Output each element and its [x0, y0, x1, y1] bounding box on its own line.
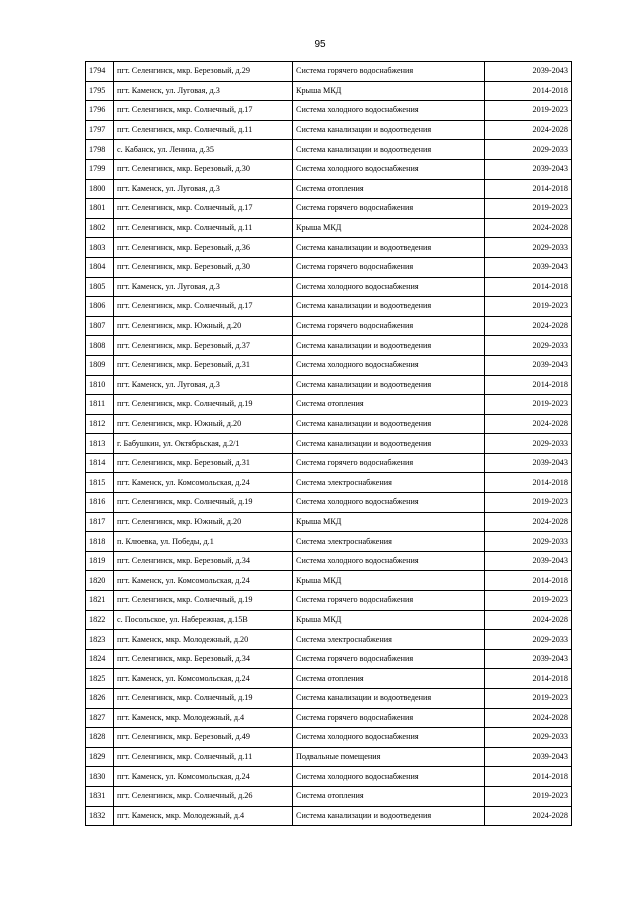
address-cell: пгт. Каменск, мкр. Молодежный, д.4 [114, 806, 293, 826]
row-number-cell: 1815 [86, 473, 114, 493]
period-cell: 2014-2018 [485, 375, 572, 395]
period-cell: 2024-2028 [485, 708, 572, 728]
period-cell: 2014-2018 [485, 767, 572, 787]
address-cell: пгт. Каменск, ул. Комсомольская, д.24 [114, 669, 293, 689]
system-cell: Система холодного водоснабжения [293, 355, 485, 375]
table-row [86, 493, 572, 513]
address-cell: пгт. Селенгинск, мкр. Березовый, д.34 [114, 551, 293, 571]
period-cell: 2014-2018 [485, 473, 572, 493]
table-row [86, 101, 572, 121]
table-row [86, 81, 572, 101]
table-row [86, 434, 572, 454]
system-cell: Система горячего водоснабжения [293, 257, 485, 277]
address-cell: пгт. Селенгинск, мкр. Солнечный, д.19 [114, 591, 293, 611]
row-number-cell: 1824 [86, 649, 114, 669]
table-row [86, 512, 572, 532]
row-number-cell: 1804 [86, 257, 114, 277]
table-row [86, 336, 572, 356]
repair-schedule-table [85, 61, 572, 826]
row-number-cell: 1818 [86, 532, 114, 552]
table-row [86, 140, 572, 160]
table-body [86, 62, 572, 826]
row-number-cell: 1811 [86, 395, 114, 415]
row-number-cell: 1805 [86, 277, 114, 297]
system-cell: Система холодного водоснабжения [293, 159, 485, 179]
period-cell: 2039-2043 [485, 747, 572, 767]
system-cell: Система канализации и водоотведения [293, 297, 485, 317]
row-number-cell: 1797 [86, 120, 114, 140]
period-cell: 2029-2033 [485, 434, 572, 454]
table-row [86, 62, 572, 82]
table-row [86, 728, 572, 748]
table-row [86, 571, 572, 591]
period-cell: 2019-2023 [485, 689, 572, 709]
period-cell: 2024-2028 [485, 512, 572, 532]
system-cell: Система канализации и водоотведения [293, 140, 485, 160]
system-cell: Система горячего водоснабжения [293, 453, 485, 473]
period-cell: 2024-2028 [485, 610, 572, 630]
period-cell: 2029-2033 [485, 238, 572, 258]
table-row [86, 375, 572, 395]
period-cell: 2019-2023 [485, 395, 572, 415]
period-cell: 2014-2018 [485, 81, 572, 101]
table-row [86, 532, 572, 552]
address-cell: пгт. Каменск, ул. Комсомольская, д.24 [114, 571, 293, 591]
address-cell: с. Кабанск, ул. Ленина, д.35 [114, 140, 293, 160]
address-cell: пгт. Каменск, ул. Луговая, д.3 [114, 277, 293, 297]
system-cell: Крыша МКД [293, 81, 485, 101]
address-cell: пгт. Селенгинск, мкр. Березовый, д.49 [114, 728, 293, 748]
system-cell: Система канализации и водоотведения [293, 806, 485, 826]
period-cell: 2019-2023 [485, 786, 572, 806]
table-row [86, 316, 572, 336]
row-number-cell: 1827 [86, 708, 114, 728]
row-number-cell: 1825 [86, 669, 114, 689]
period-cell: 2024-2028 [485, 120, 572, 140]
period-cell: 2019-2023 [485, 297, 572, 317]
row-number-cell: 1795 [86, 81, 114, 101]
system-cell: Система канализации и водоотведения [293, 375, 485, 395]
system-cell: Система электроснабжения [293, 630, 485, 650]
period-cell: 2029-2033 [485, 728, 572, 748]
row-number-cell: 1809 [86, 355, 114, 375]
period-cell: 2029-2033 [485, 630, 572, 650]
table-row [86, 806, 572, 826]
row-number-cell: 1816 [86, 493, 114, 513]
address-cell: пгт. Каменск, мкр. Молодежный, д.20 [114, 630, 293, 650]
address-cell: пгт. Селенгинск, мкр. Березовый, д.37 [114, 336, 293, 356]
row-number-cell: 1800 [86, 179, 114, 199]
address-cell: пгт. Селенгинск, мкр. Солнечный, д.19 [114, 689, 293, 709]
period-cell: 2024-2028 [485, 316, 572, 336]
period-cell: 2039-2043 [485, 62, 572, 82]
address-cell: пгт. Селенгинск, мкр. Березовый, д.29 [114, 62, 293, 82]
row-number-cell: 1802 [86, 218, 114, 238]
table-row [86, 179, 572, 199]
period-cell: 2039-2043 [485, 159, 572, 179]
system-cell: Крыша МКД [293, 512, 485, 532]
system-cell: Система горячего водоснабжения [293, 199, 485, 219]
system-cell: Система электроснабжения [293, 532, 485, 552]
system-cell: Система канализации и водоотведения [293, 238, 485, 258]
table-row [86, 473, 572, 493]
row-number-cell: 1821 [86, 591, 114, 611]
system-cell: Система холодного водоснабжения [293, 767, 485, 787]
row-number-cell: 1819 [86, 551, 114, 571]
period-cell: 2039-2043 [485, 355, 572, 375]
table-row [86, 120, 572, 140]
row-number-cell: 1829 [86, 747, 114, 767]
row-number-cell: 1828 [86, 728, 114, 748]
period-cell: 2019-2023 [485, 199, 572, 219]
row-number-cell: 1801 [86, 199, 114, 219]
period-cell: 2039-2043 [485, 453, 572, 473]
period-cell: 2019-2023 [485, 101, 572, 121]
row-number-cell: 1803 [86, 238, 114, 258]
row-number-cell: 1830 [86, 767, 114, 787]
address-cell: пгт. Селенгинск, мкр. Солнечный, д.17 [114, 199, 293, 219]
address-cell: пгт. Каменск, ул. Луговая, д.3 [114, 179, 293, 199]
table-row [86, 218, 572, 238]
address-cell: пгт. Каменск, ул. Луговая, д.3 [114, 81, 293, 101]
address-cell: с. Посольское, ул. Набережная, д.15В [114, 610, 293, 630]
system-cell: Система горячего водоснабжения [293, 62, 485, 82]
system-cell: Система отопления [293, 669, 485, 689]
system-cell: Система отопления [293, 395, 485, 415]
system-cell: Система холодного водоснабжения [293, 493, 485, 513]
address-cell: пгт. Селенгинск, мкр. Южный, д.20 [114, 316, 293, 336]
system-cell: Система канализации и водоотведения [293, 120, 485, 140]
address-cell: пгт. Селенгинск, мкр. Южный, д.20 [114, 512, 293, 532]
address-cell: пгт. Селенгинск, мкр. Солнечный, д.26 [114, 786, 293, 806]
period-cell: 2024-2028 [485, 806, 572, 826]
table-row [86, 159, 572, 179]
period-cell: 2029-2033 [485, 336, 572, 356]
address-cell: пгт. Селенгинск, мкр. Солнечный, д.11 [114, 120, 293, 140]
row-number-cell: 1814 [86, 453, 114, 473]
system-cell: Система горячего водоснабжения [293, 591, 485, 611]
address-cell: п. Клюевка, ул. Победы, д.1 [114, 532, 293, 552]
table-row [86, 355, 572, 375]
period-cell: 2014-2018 [485, 669, 572, 689]
row-number-cell: 1832 [86, 806, 114, 826]
row-number-cell: 1826 [86, 689, 114, 709]
system-cell: Система холодного водоснабжения [293, 101, 485, 121]
table-row [86, 297, 572, 317]
system-cell: Система канализации и водоотведения [293, 689, 485, 709]
row-number-cell: 1812 [86, 414, 114, 434]
period-cell: 2024-2028 [485, 218, 572, 238]
period-cell: 2024-2028 [485, 414, 572, 434]
system-cell: Крыша МКД [293, 610, 485, 630]
row-number-cell: 1794 [86, 62, 114, 82]
address-cell: пгт. Селенгинск, мкр. Березовый, д.31 [114, 453, 293, 473]
address-cell: пгт. Селенгинск, мкр. Южный, д.20 [114, 414, 293, 434]
period-cell: 2014-2018 [485, 179, 572, 199]
period-cell: 2039-2043 [485, 551, 572, 571]
table-row [86, 395, 572, 415]
table-row [86, 257, 572, 277]
system-cell: Система холодного водоснабжения [293, 728, 485, 748]
table-row [86, 630, 572, 650]
system-cell: Система отопления [293, 786, 485, 806]
row-number-cell: 1820 [86, 571, 114, 591]
system-cell: Система канализации и водоотведения [293, 336, 485, 356]
period-cell: 2014-2018 [485, 277, 572, 297]
row-number-cell: 1810 [86, 375, 114, 395]
system-cell: Система отопления [293, 179, 485, 199]
row-number-cell: 1822 [86, 610, 114, 630]
row-number-cell: 1798 [86, 140, 114, 160]
table-row [86, 786, 572, 806]
row-number-cell: 1817 [86, 512, 114, 532]
table-row [86, 649, 572, 669]
table-row [86, 610, 572, 630]
address-cell: пгт. Селенгинск, мкр. Солнечный, д.19 [114, 395, 293, 415]
address-cell: г. Бабушкин, ул. Октябрьская, д.2/1 [114, 434, 293, 454]
address-cell: пгт. Селенгинск, мкр. Солнечный, д.19 [114, 493, 293, 513]
system-cell: Система холодного водоснабжения [293, 551, 485, 571]
address-cell: пгт. Селенгинск, мкр. Солнечный, д.17 [114, 101, 293, 121]
system-cell: Система канализации и водоотведения [293, 434, 485, 454]
table-row [86, 591, 572, 611]
address-cell: пгт. Селенгинск, мкр. Солнечный, д.11 [114, 747, 293, 767]
address-cell: пгт. Селенгинск, мкр. Березовый, д.31 [114, 355, 293, 375]
system-cell: Система горячего водоснабжения [293, 649, 485, 669]
row-number-cell: 1808 [86, 336, 114, 356]
address-cell: пгт. Селенгинск, мкр. Солнечный, д.17 [114, 297, 293, 317]
row-number-cell: 1806 [86, 297, 114, 317]
address-cell: пгт. Селенгинск, мкр. Березовый, д.30 [114, 159, 293, 179]
table-row [86, 747, 572, 767]
page-number: 95 [314, 39, 326, 50]
system-cell: Крыша МКД [293, 218, 485, 238]
row-number-cell: 1807 [86, 316, 114, 336]
address-cell: пгт. Селенгинск, мкр. Березовый, д.30 [114, 257, 293, 277]
period-cell: 2039-2043 [485, 257, 572, 277]
table-row [86, 199, 572, 219]
table-row [86, 277, 572, 297]
address-cell: пгт. Каменск, ул. Луговая, д.3 [114, 375, 293, 395]
row-number-cell: 1831 [86, 786, 114, 806]
system-cell: Крыша МКД [293, 571, 485, 591]
period-cell: 2039-2043 [485, 649, 572, 669]
system-cell: Система электроснабжения [293, 473, 485, 493]
address-cell: пгт. Селенгинск, мкр. Солнечный, д.11 [114, 218, 293, 238]
table-row [86, 669, 572, 689]
row-number-cell: 1823 [86, 630, 114, 650]
system-cell: Подвальные помещения [293, 747, 485, 767]
address-cell: пгт. Каменск, ул. Комсомольская, д.24 [114, 473, 293, 493]
table-row [86, 238, 572, 258]
table-row [86, 689, 572, 709]
table-row [86, 551, 572, 571]
table-row [86, 708, 572, 728]
period-cell: 2019-2023 [485, 493, 572, 513]
address-cell: пгт. Селенгинск, мкр. Березовый, д.34 [114, 649, 293, 669]
address-cell: пгт. Селенгинск, мкр. Березовый, д.36 [114, 238, 293, 258]
period-cell: 2029-2033 [485, 140, 572, 160]
system-cell: Система горячего водоснабжения [293, 316, 485, 336]
period-cell: 2014-2018 [485, 571, 572, 591]
address-cell: пгт. Каменск, мкр. Молодежный, д.4 [114, 708, 293, 728]
table-row [86, 414, 572, 434]
system-cell: Система холодного водоснабжения [293, 277, 485, 297]
period-cell: 2029-2033 [485, 532, 572, 552]
system-cell: Система канализации и водоотведения [293, 414, 485, 434]
table-row [86, 767, 572, 787]
row-number-cell: 1813 [86, 434, 114, 454]
address-cell: пгт. Каменск, ул. Комсомольская, д.24 [114, 767, 293, 787]
period-cell: 2019-2023 [485, 591, 572, 611]
row-number-cell: 1796 [86, 101, 114, 121]
table-row [86, 453, 572, 473]
row-number-cell: 1799 [86, 159, 114, 179]
system-cell: Система горячего водоснабжения [293, 708, 485, 728]
